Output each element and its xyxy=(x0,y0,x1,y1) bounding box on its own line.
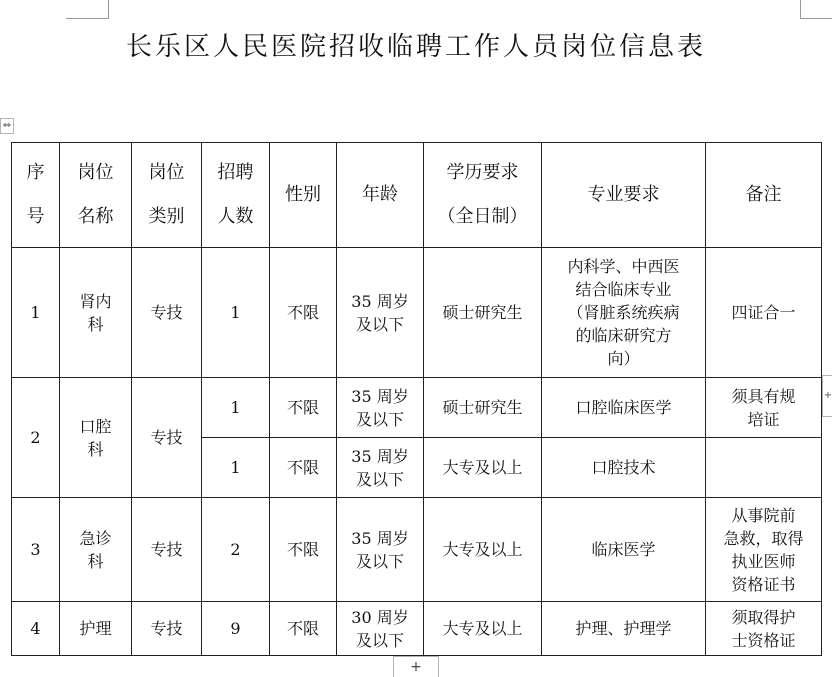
header-count: 招聘 人数 xyxy=(202,143,270,248)
cell-remarks: 须取得护 士资格证 xyxy=(706,602,822,656)
cell-age: 35 周岁 及以下 xyxy=(337,378,424,438)
cell-post-name: 口腔 科 xyxy=(60,378,132,498)
cell-count: 1 xyxy=(202,378,270,438)
cell-education: 硕士研究生 xyxy=(424,378,542,438)
cell-post-type: 专技 xyxy=(132,248,202,378)
cell-gender: 不限 xyxy=(270,378,337,438)
add-row-button[interactable]: + xyxy=(393,656,439,677)
cell-post-type: 专技 xyxy=(132,378,202,498)
cell-post-name: 护理 xyxy=(60,602,132,656)
insert-column-handle-icon[interactable]: + xyxy=(822,375,832,417)
cell-post-type: 专技 xyxy=(132,602,202,656)
cell-count: 2 xyxy=(202,498,270,602)
cell-education: 大专及以上 xyxy=(424,438,542,498)
positions-table xyxy=(11,142,822,656)
header-seq: 序 号 xyxy=(12,143,60,248)
cell-age: 30 周岁 及以下 xyxy=(337,602,424,656)
cell-education: 硕士研究生 xyxy=(424,248,542,378)
cell-gender: 不限 xyxy=(270,438,337,498)
cell-gender: 不限 xyxy=(270,602,337,656)
cell-major: 口腔临床医学 xyxy=(542,378,706,438)
cell-education: 大专及以上 xyxy=(424,602,542,656)
table-row xyxy=(12,378,822,438)
table-move-handle-icon[interactable]: ⇔ xyxy=(0,118,14,134)
cell-remarks xyxy=(706,438,822,498)
cell-remarks: 四证合一 xyxy=(706,248,822,378)
cell-post-type: 专技 xyxy=(132,498,202,602)
table-row xyxy=(12,248,822,378)
header-major: 专业要求 xyxy=(542,143,706,248)
header-post-name: 岗位 名称 xyxy=(60,143,132,248)
table-row xyxy=(12,498,822,602)
cell-remarks: 从事院前 急救，取得 执业医师 资格证书 xyxy=(706,498,822,602)
cell-major: 临床医学 xyxy=(542,498,706,602)
header-gender: 性别 xyxy=(270,143,337,248)
cell-seq: 4 xyxy=(12,602,60,656)
cell-count: 1 xyxy=(202,438,270,498)
cell-seq: 2 xyxy=(12,378,60,498)
cell-education: 大专及以上 xyxy=(424,498,542,602)
cell-major: 护理、护理学 xyxy=(542,602,706,656)
cell-gender: 不限 xyxy=(270,498,337,602)
page-margin-mark-right xyxy=(800,0,832,19)
header-remarks: 备注 xyxy=(706,143,822,248)
cell-count: 9 xyxy=(202,602,270,656)
cell-count: 1 xyxy=(202,248,270,378)
cell-age: 35 周岁 及以下 xyxy=(337,498,424,602)
cell-seq: 1 xyxy=(12,248,60,378)
page-margin-mark-left xyxy=(66,0,109,19)
cell-age: 35 周岁 及以下 xyxy=(337,248,424,378)
cell-post-name: 急诊 科 xyxy=(60,498,132,602)
cell-remarks: 须具有规 培证 xyxy=(706,378,822,438)
header-age: 年龄 xyxy=(337,143,424,248)
cell-gender: 不限 xyxy=(270,248,337,378)
cell-age: 35 周岁 及以下 xyxy=(337,438,424,498)
cell-major: 口腔技术 xyxy=(542,438,706,498)
cell-seq: 3 xyxy=(12,498,60,602)
header-education: 学历要求 （全日制） xyxy=(424,143,542,248)
cell-post-name: 肾内 科 xyxy=(60,248,132,378)
cell-major: 内科学、中西医 结合临床专业 （肾脏系统疾病 的临床研究方 向） xyxy=(542,248,706,378)
table-row xyxy=(12,602,822,656)
document-title: 长乐区人民医院招收临聘工作人员岗位信息表 xyxy=(125,32,706,62)
table-header-row xyxy=(12,143,822,248)
header-post-type: 岗位 类别 xyxy=(132,143,202,248)
